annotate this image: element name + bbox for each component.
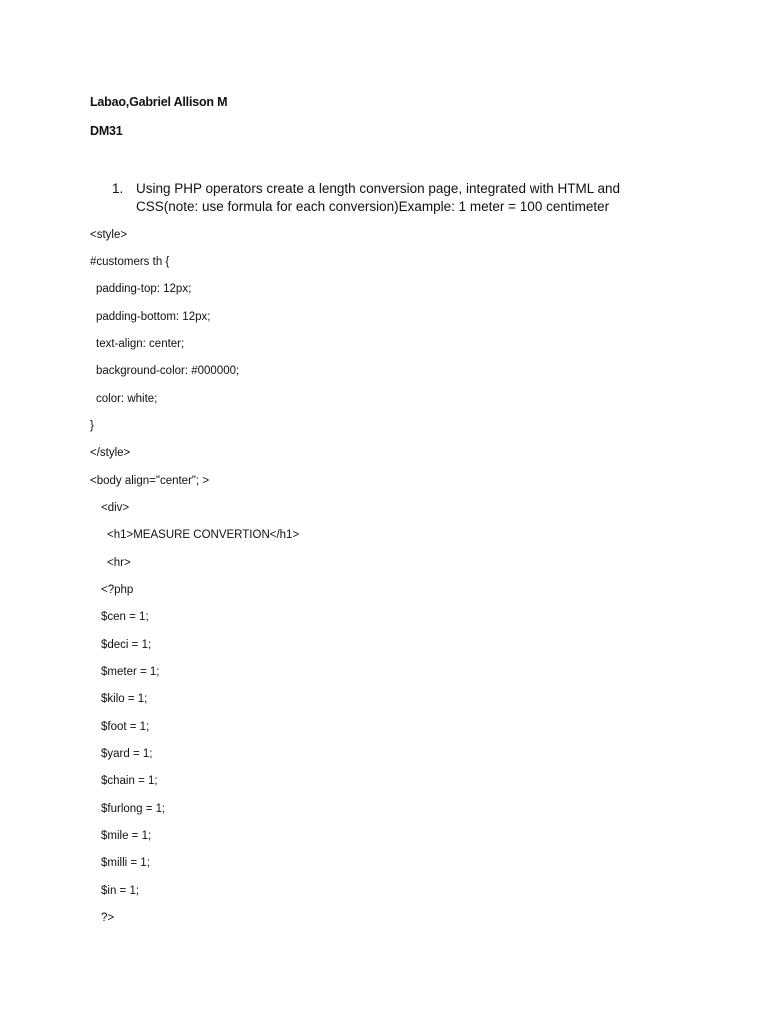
code-line: <h1>MEASURE CONVERTION</h1>: [107, 529, 300, 541]
code-line: $yard = 1;: [101, 748, 153, 760]
code-line: <?php: [101, 584, 134, 596]
code-line: $milli = 1;: [101, 857, 150, 869]
code-line: ?>: [101, 912, 115, 924]
task-text: Using PHP operators create a length conversion page, integrated with HTML and CSS(note: use formula for each conversion)Example: 1 meter = 100 centimeter: [136, 181, 621, 214]
code-line: $kilo = 1;: [101, 693, 148, 705]
task-number: 1.: [112, 181, 124, 196]
code-line: $in = 1;: [101, 885, 140, 897]
code-line: background-color: #000000;: [96, 365, 240, 377]
code-line: <body align="center"; >: [90, 475, 210, 487]
code-line: <style>: [90, 229, 128, 241]
code-line: </style>: [90, 447, 131, 459]
code-line: <hr>: [107, 557, 131, 569]
code-line: $mile = 1;: [101, 830, 152, 842]
author-name: Labao,Gabriel Allison M: [90, 95, 228, 109]
code-line: text-align: center;: [96, 338, 185, 350]
code-line: }: [90, 420, 94, 432]
code-line: $cen = 1;: [101, 611, 149, 623]
code-line: $meter = 1;: [101, 666, 160, 678]
code-line: padding-top: 12px;: [96, 283, 192, 295]
code-line: padding-bottom: 12px;: [96, 311, 211, 323]
task-item: [112, 180, 652, 216]
code-line: color: white;: [96, 393, 158, 405]
code-line: <div>: [101, 502, 130, 514]
code-line: $deci = 1;: [101, 639, 152, 651]
code-line: #customers th {: [90, 256, 170, 268]
code-line: $furlong = 1;: [101, 803, 166, 815]
code-line: $chain = 1;: [101, 775, 158, 787]
section-code: DM31: [90, 124, 123, 138]
code-line: $foot = 1;: [101, 721, 150, 733]
